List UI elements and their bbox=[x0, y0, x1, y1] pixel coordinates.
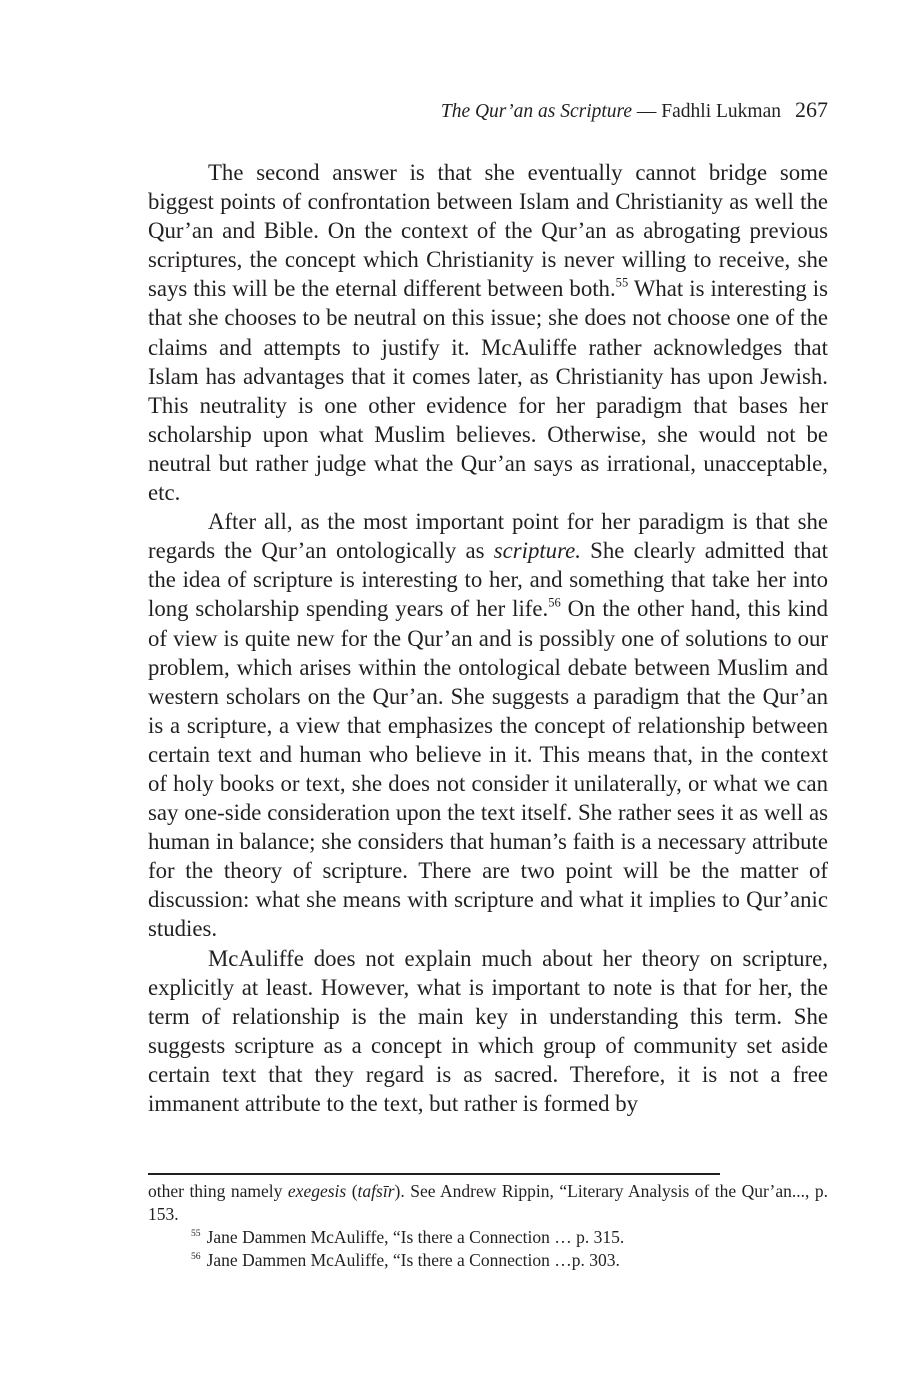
paragraph-3 bbox=[148, 944, 828, 1119]
running-head-separator: — bbox=[632, 101, 662, 122]
footnote-ref-56: 56 bbox=[548, 596, 561, 611]
paragraph-2 bbox=[148, 507, 828, 943]
footnote-56 bbox=[148, 1249, 828, 1272]
running-head-author: Fadhli Lukman bbox=[661, 101, 781, 122]
paragraph-text: She clearly admitted that the idea of scripture is interesting to her, and something that take her into long scholarship spending years of her life. bbox=[148, 538, 828, 622]
page-number: 267 bbox=[795, 97, 828, 122]
paragraph-text: On the other hand, this kind of view is quite new for the Qur’an and is possibly one of solutions to our problem, which arises within the ontological debate between Muslim and western scholars on the Qur’an. She suggests a paradigm that the Qur’an is a scripture, a view that emphasizes the concept of relationship between certain text and human who believe in it. This means that, in the context of holy books or text, she does not consider it unilaterally, or what we can say one-side consideration upon the text itself. She rather sees it as well as human in balance; she considers that human’s faith is a necessary attribute for the theory of scripture. There are two point will be the matter of discussion: what she means with scripture and what it implies to Qur’anic studies. bbox=[148, 596, 828, 942]
footnote-divider bbox=[148, 1173, 720, 1175]
footnote-text: other thing namely bbox=[148, 1181, 288, 1201]
running-head bbox=[148, 96, 828, 126]
footnote-55 bbox=[148, 1226, 828, 1249]
footnotes bbox=[148, 1180, 828, 1272]
footnote-number: 56 bbox=[191, 1250, 201, 1262]
footnote-ref-55: 55 bbox=[615, 275, 629, 290]
footnote-number: 55 bbox=[191, 1227, 201, 1239]
footnote-emphasis-tafsir: tafsīr bbox=[357, 1181, 395, 1201]
running-head-title: The Qur’an as Scripture bbox=[440, 101, 633, 122]
body-text bbox=[148, 158, 828, 1118]
paragraph-1 bbox=[148, 158, 828, 507]
footnote-emphasis-exegesis: exegesis bbox=[287, 1181, 347, 1201]
footnote-continued bbox=[148, 1180, 828, 1226]
paragraph-text: The second answer is that she eventually cannot bridge some biggest points of confrontation between Islam and Christianity as well the Qur’an and Bible. On the context of the Qur’an as abrogating previous scriptures, the concept which Christianity is never willing to receive, she says this will be the eternal different between both. bbox=[148, 160, 828, 302]
footnote-text: Jane Dammen McAuliffe, “Is there a Connection … p. 315. bbox=[206, 1227, 625, 1247]
emphasis-scripture: scripture. bbox=[493, 538, 581, 564]
footnote-text: ( bbox=[346, 1181, 358, 1201]
footnote-text: ). See Andrew Rippin, “Literary Analysis of the Qur’an..., p. 153. bbox=[148, 1181, 828, 1224]
paragraph-text: McAuliffe does not explain much about her theory on scripture, explicitly at least. However, what is important to note is that for her, the term of relationship is the main key in understanding this term. She suggests scripture as a concept in which group of community set aside certain text that they regard is as sacred. Therefore, it is not a free immanent attribute to the text, but rather is formed by bbox=[148, 945, 828, 1116]
footnote-text: Jane Dammen McAuliffe, “Is there a Connection …p. 303. bbox=[206, 1250, 620, 1270]
paragraph-text: After all, as the most important point for her paradigm is that she regards the Qur’an ontologically as bbox=[148, 509, 828, 564]
paragraph-text: What is interesting is that she chooses to be neutral on this issue; she does not choose one of the claims and attempts to justify it. McAuliffe rather acknowledges that Islam has advantages that it comes later, as Christianity has upon Jewish. This neutrality is one other evidence for her paradigm that bases her scholarship upon what Muslim believes. Otherwise, she would not be neutral but rather judge what the Qur’an says as irrational, unacceptable, etc. bbox=[148, 276, 828, 506]
